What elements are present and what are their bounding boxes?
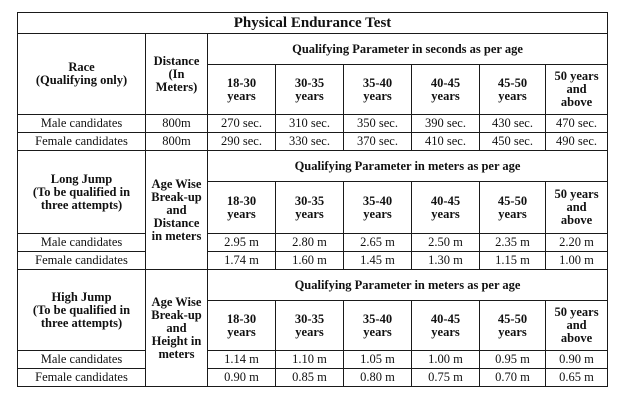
table-cell: 430 sec. (480, 115, 546, 133)
candidate-label: Male candidates (18, 115, 146, 133)
table-cell: 2.80 m (276, 234, 344, 252)
candidate-label: Male candidates (18, 234, 146, 252)
table-cell: 390 sec. (412, 115, 480, 133)
age-group-header: 18-30 years (208, 301, 276, 351)
parameter-header: Qualifying Parameter in meters as per age (208, 270, 608, 301)
age-group-header: 50 years and above (546, 182, 608, 234)
age-group-header: 40-45 years (412, 301, 480, 351)
table-cell: 1.74 m (208, 252, 276, 270)
table-cell: 1.05 m (344, 351, 412, 369)
distance-header: Distance (In Meters) (146, 34, 208, 115)
age-group-header: 50 years and above (546, 65, 608, 115)
table-cell: 1.10 m (276, 351, 344, 369)
table-cell: 0.90 m (546, 351, 608, 369)
table-cell: 2.50 m (412, 234, 480, 252)
age-group-header: 30-35 years (276, 301, 344, 351)
age-group-header: 35-40 years (344, 301, 412, 351)
table-cell: 0.65 m (546, 369, 608, 387)
distance-value: 800m (146, 115, 208, 133)
table-cell: 310 sec. (276, 115, 344, 133)
table-cell: 350 sec. (344, 115, 412, 133)
physical-endurance-test-document (17, 12, 607, 387)
table-cell: 1.15 m (480, 252, 546, 270)
candidate-label: Female candidates (18, 252, 146, 270)
breakup-header: Age Wise Break-up and Distance in meters (146, 151, 208, 270)
candidate-label: Male candidates (18, 351, 146, 369)
age-group-header: 40-45 years (412, 182, 480, 234)
table-cell: 330 sec. (276, 133, 344, 151)
age-group-header: 18-30 years (208, 65, 276, 115)
event-long-jump: Long Jump (To be qualified in three attempts) (18, 151, 146, 234)
table-title: Physical Endurance Test (18, 13, 608, 34)
table-cell: 0.70 m (480, 369, 546, 387)
table-cell: 470 sec. (546, 115, 608, 133)
table-cell: 0.90 m (208, 369, 276, 387)
event-high-jump: High Jump (To be qualified in three attempts) (18, 270, 146, 351)
age-group-header: 45-50 years (480, 301, 546, 351)
parameter-header: Qualifying Parameter in seconds as per age (208, 34, 608, 65)
table-cell: 1.45 m (344, 252, 412, 270)
table-cell: 0.80 m (344, 369, 412, 387)
table-cell: 410 sec. (412, 133, 480, 151)
table-cell: 450 sec. (480, 133, 546, 151)
table-cell: 2.35 m (480, 234, 546, 252)
endurance-table (17, 12, 608, 387)
age-group-header: 30-35 years (276, 65, 344, 115)
table-cell: 1.00 m (412, 351, 480, 369)
table-cell: 490 sec. (546, 133, 608, 151)
age-group-header: 35-40 years (344, 182, 412, 234)
age-group-header: 35-40 years (344, 65, 412, 115)
table-cell: 2.65 m (344, 234, 412, 252)
age-group-header: 50 years and above (546, 301, 608, 351)
table-cell: 2.95 m (208, 234, 276, 252)
table-cell: 1.60 m (276, 252, 344, 270)
table-cell: 1.14 m (208, 351, 276, 369)
table-cell: 0.85 m (276, 369, 344, 387)
age-group-header: 45-50 years (480, 65, 546, 115)
table-cell: 0.95 m (480, 351, 546, 369)
candidate-label: Female candidates (18, 133, 146, 151)
event-race: Race (Qualifying only) (18, 34, 146, 115)
table-cell: 2.20 m (546, 234, 608, 252)
age-group-header: 18-30 years (208, 182, 276, 234)
distance-value: 800m (146, 133, 208, 151)
parameter-header: Qualifying Parameter in meters as per age (208, 151, 608, 182)
breakup-header: Age Wise Break-up and Height in meters (146, 270, 208, 387)
table-cell: 290 sec. (208, 133, 276, 151)
age-group-header: 30-35 years (276, 182, 344, 234)
age-group-header: 40-45 years (412, 65, 480, 115)
table-cell: 370 sec. (344, 133, 412, 151)
table-cell: 1.00 m (546, 252, 608, 270)
age-group-header: 45-50 years (480, 182, 546, 234)
table-cell: 270 sec. (208, 115, 276, 133)
table-cell: 0.75 m (412, 369, 480, 387)
candidate-label: Female candidates (18, 369, 146, 387)
table-cell: 1.30 m (412, 252, 480, 270)
